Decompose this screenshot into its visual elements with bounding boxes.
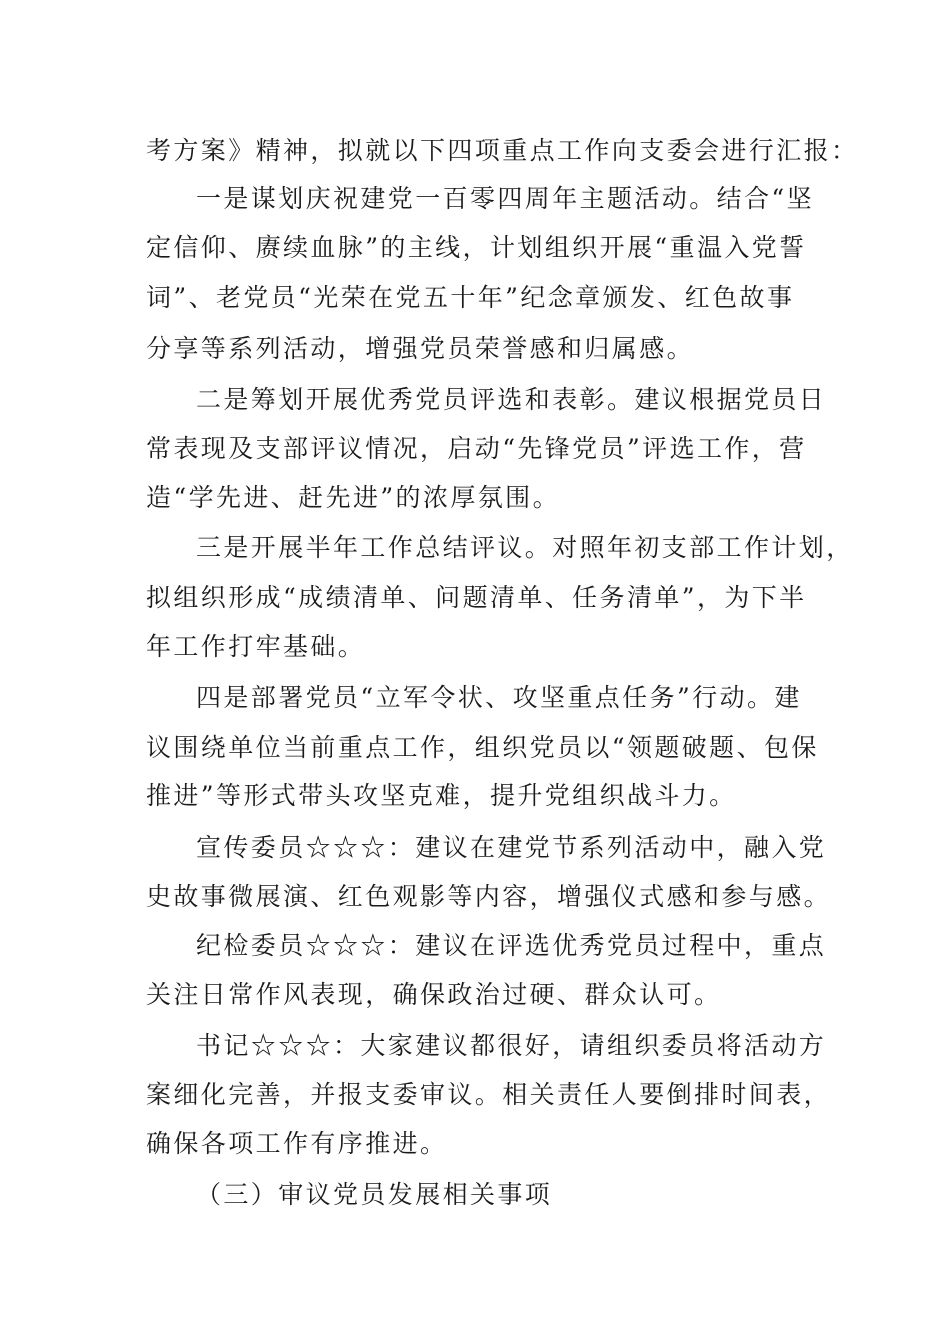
text-line: 考方案》精神，拟就以下四项重点工作向支委会进行汇报： [146,136,859,165]
text-line: 造“学先进、赶先进”的浓厚氛围。 [146,483,560,512]
text-line: 史故事微展演、红色观影等内容，增强仪式感和参与感。 [146,882,832,911]
text-line: 拟组织形成“成绩清单、问题清单、任务清单”，为下半 [146,583,807,612]
text-line: 议围绕单位当前重点工作，组织党员以“领题破题、包保 [146,733,819,762]
text-line: 三是开展半年工作总结评议。对照年初支部工作计划， [196,533,854,562]
text-line: 常表现及支部评议情况，启动“先锋党员”评选工作，营 [146,434,807,463]
text-line: 纪检委员☆☆☆：建议在评选优秀党员过程中，重点 [196,931,827,960]
text-line: 年工作打牢基础。 [146,632,366,661]
text-line: 四是部署党员“立军令状、攻坚重点任务”行动。建 [196,683,802,712]
section-heading: （三）审议党员发展相关事项 [196,1180,553,1209]
text-line: 词”、老党员“光荣在党五十年”纪念章颁发、红色故事 [146,283,795,312]
text-line: 宣传委员☆☆☆：建议在建党节系列活动中，融入党 [196,833,827,862]
text-line: 确保各项工作有序推进。 [146,1129,448,1158]
text-line: 推进”等形式带头攻坚克难，提升党组织战斗力。 [146,781,737,810]
text-line: 一是谋划庆祝建党一百零四周年主题活动。结合“坚 [196,184,814,213]
text-line: 分享等系列活动，增强党员荣誉感和归属感。 [146,334,695,363]
text-line: 书记☆☆☆：大家建议都很好，请组织委员将活动方 [196,1031,827,1060]
text-line: 二是筹划开展优秀党员评选和表彰。建议根据党员日 [196,385,827,414]
text-line: 案细化完善，并报支委审议。相关责任人要倒排时间表， [146,1080,832,1109]
text-line: 关注日常作风表现，确保政治过硬、群众认可。 [146,980,722,1009]
text-line: 定信仰、赓续血脉”的主线，计划组织开展“重温入党誓 [146,233,807,262]
